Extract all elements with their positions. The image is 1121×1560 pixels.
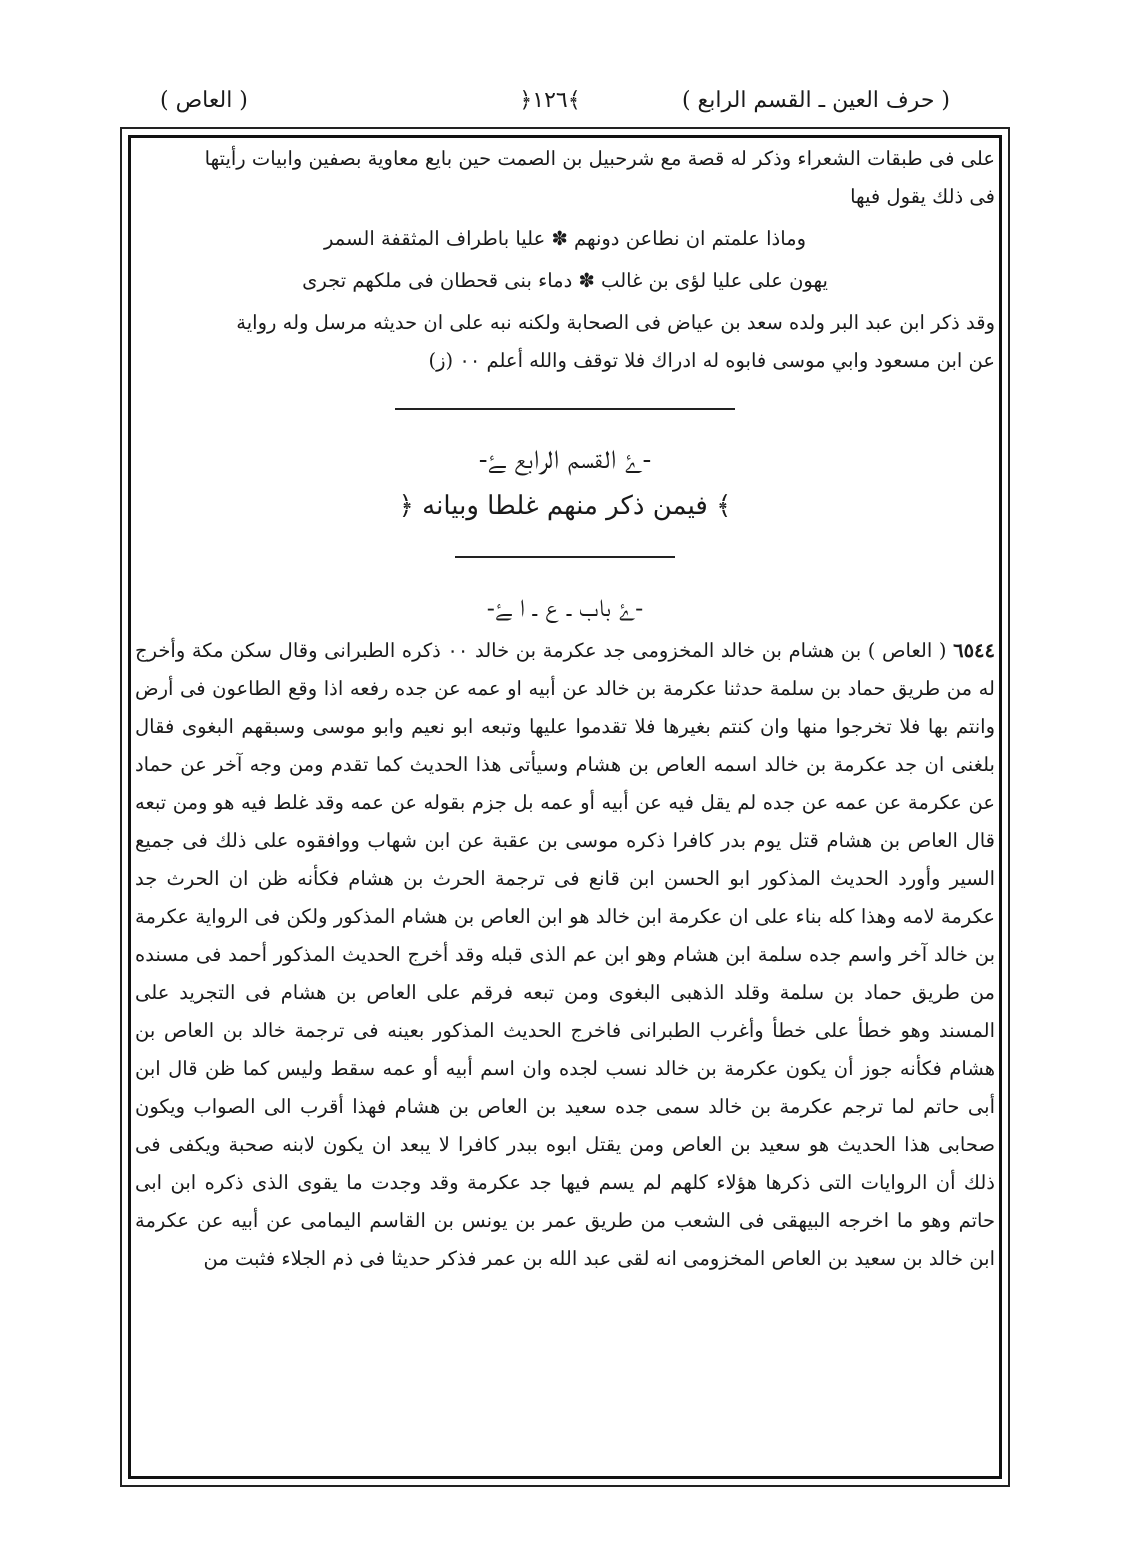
section-subtitle: ﴾ فيمن ذكر منهم غلطا وبيانه ﴿ xyxy=(398,491,732,521)
verse-line: وماذا علمتم ان نطاعن دونهم ✽ عليا باطراف المثقفة السمر xyxy=(323,227,806,250)
divider-rule xyxy=(455,556,675,558)
page-content xyxy=(135,140,995,1278)
intro-line: وقد ذكر ابن عبد البر ولده سعد بن عياض فى الصحابة ولكنه نبه على ان حديثه مرسل وله رواية xyxy=(236,311,995,334)
intro-line: على فى طبقات الشعراء وذكر له قصة مع شرحبيل بن الصمت حين بايع معاوية بصفين وابيات رأيتها xyxy=(204,147,995,170)
ornamental-divider xyxy=(135,390,995,428)
verse-line: يهون على عليا لؤى بن غالب ✽ دماء بنى قحطان فى ملكهم تجرى xyxy=(302,269,828,292)
entry-paragraph xyxy=(135,632,995,1278)
section-title: -ﮰ القسم الرابع ﮱ- xyxy=(478,445,652,475)
divider-rule xyxy=(395,408,735,410)
running-head-entry: ( العاص ) xyxy=(160,88,248,113)
ornamental-divider xyxy=(135,538,995,576)
running-head-section: ( حرف العين ـ القسم الرابع ) xyxy=(681,88,950,113)
entry-text: ( العاص ) بن هشام بن خالد المخزومى جد عكرمة بن خالد ٠٠ ذكره الطبرانى وقال سكن مكة وأخرج له من طريق حماد بن سلمة حدثنا عكرمة بن خالد عن أبيه او عمه عن جده رفعه اذا وقع الطاعون فى أرض وانتم بها فلا تخرجوا منها وان كنتم بغيرها فلا تقدموا عليها وتبعه ابو نعيم وابو موسى وسبقهم البغوى فقال بلغنى ان جد عكرمة بن خالد اسمه العاص بن هشام وسيأتى هذا الحديث كما تقدم ومن وجه آخر عن حماد عن عكرمة عن عمه عن جده لم يقل فيه عن أبيه أو عمه بل جزم بقوله عن عمه وقد غلط فيه هو ومن تبعه قال العاص بن هشام قتل يوم بدر كافرا ذكره موسى بن عقبة عن ابن شهاب ووافقوه على ذلك فى جميع السير وأورد الحديث المذكور ابو الحسن ابن قانع فى ترجمة الحرث بن هشام فكأنه ظن ان الحرث جد عكرمة لامه وهذا كله بناء على ان عكرمة ابن خالد هو ابن العاص بن هشام المذكور ولكن فى الرواية عكرمة بن خالد آخر واسم جده سلمة ابن هشام وهو ابن عم الذى قبله وقد أخرج الحديث المذكور أحمد فى مسنده من طريق حماد بن سلمة وقلد الذهبى البغوى ومن تبعه فرقم على العاص بن هشام فى التجريد على المسند وهو خطأ على خطأ وأغرب الطبرانى فاخرج الحديث المذكور بعينه فى ترجمة خالد بن العاص بن هشام فكأنه جوز أن يكون عكرمة بن خالد نسب لجده وان اسم أبيه أو عمه سقط وليس كما ظن قال ابن أبى حاتم لما ترجم عكرمة بن خالد سمى جده سعيد بن العاص بن هشام فهذا أقرب الى الصواب ويكون صحابى هذا الحديث هو سعيد بن العاص ومن يقتل ابوه ببدر كافرا لا يبعد ان يكون لابنه صحبة ويكفى فى ذلك أن الروايات التى ذكرها هؤلاء كلهم لم يسم فيها جد عكرمة وقد وجدت ما يقوى الذى ذكره ابن ابى حاتم وهو ما اخرجه البيهقى فى الشعب من طريق عمر بن يونس بن القاسم اليمامى عن أبيه عن عكرمة ابن خالد بن سعيد بن العاص المخزومى انه لقى عبد الله بن عمر فذكر حديثا فى ذم الجلاء فثبت من xyxy=(135,639,995,1270)
entry-number: ٦٥٤٤ xyxy=(953,639,996,662)
intro-line: عن ابن مسعود وابي موسى فابوه له ادراك فلا توقف والله أعلم ٠٠ (ز) xyxy=(428,349,995,372)
intro-line: فى ذلك يقول فيها xyxy=(850,185,995,208)
chapter-heading: -ﮰ باب ـ ع ـ ا ﮱ- xyxy=(486,594,644,622)
page-number: ﴿١٢٦﴾ xyxy=(519,88,581,113)
page-header xyxy=(150,88,950,122)
